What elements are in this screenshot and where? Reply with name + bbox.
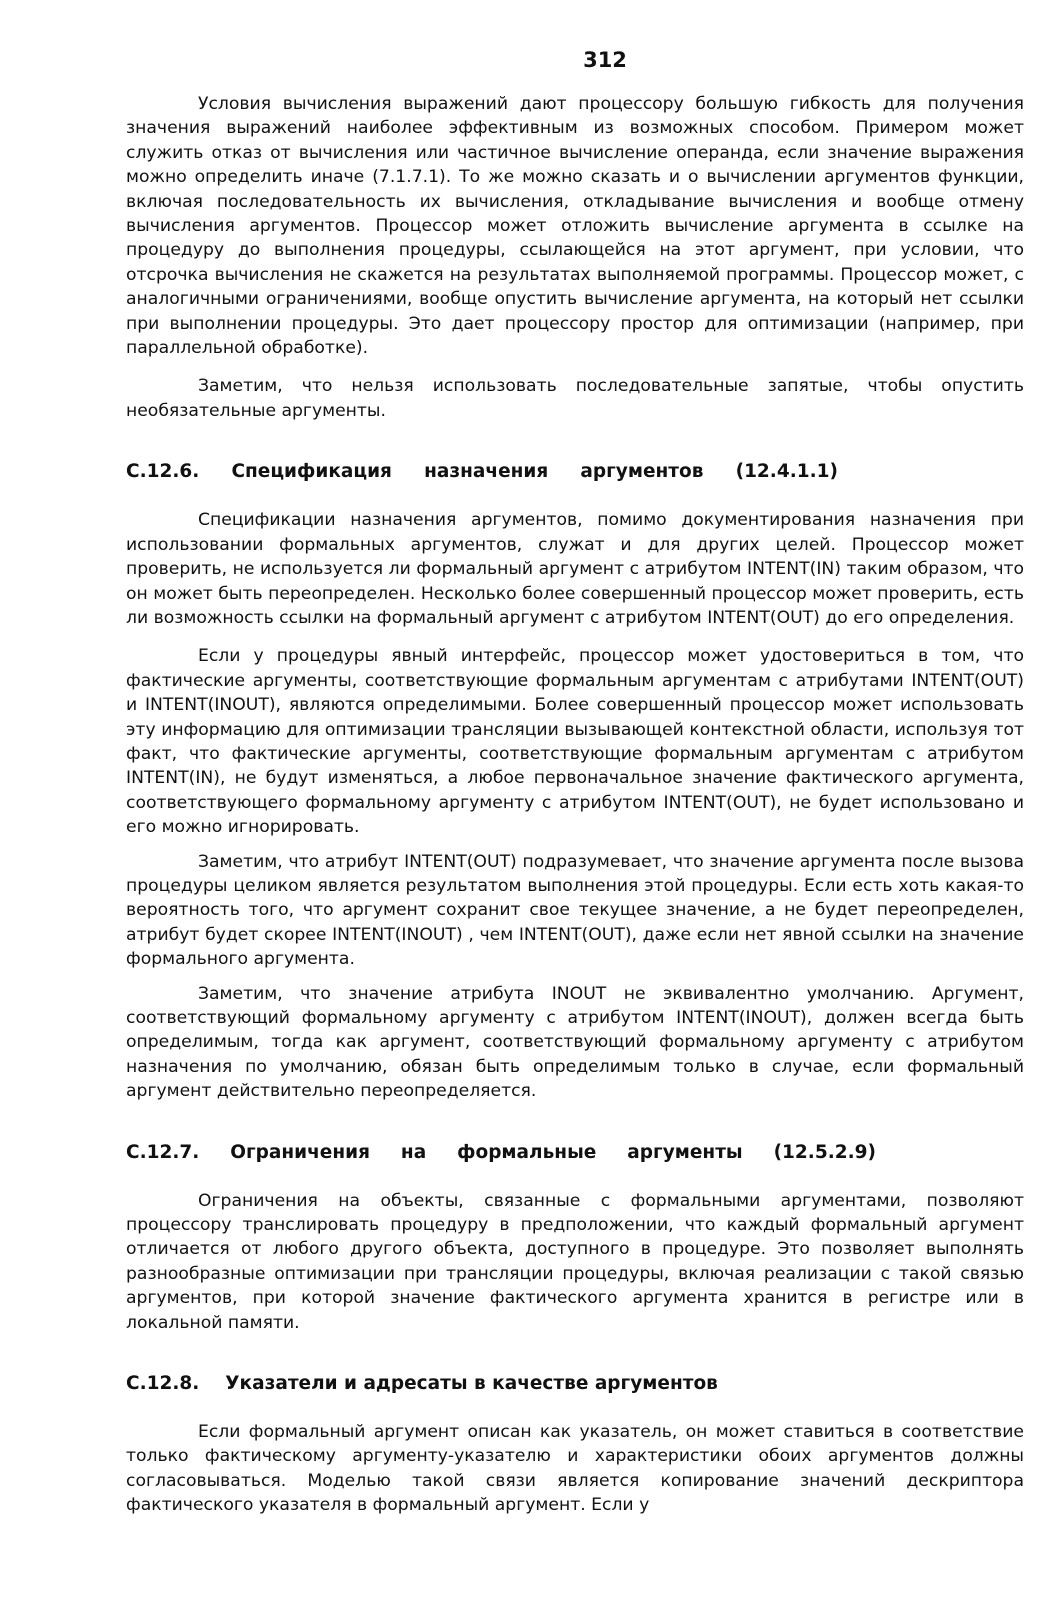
- page-number: 312: [583, 48, 627, 72]
- section-title-word: на: [400, 1141, 427, 1163]
- section-title-word: формальные: [457, 1141, 597, 1163]
- paragraph: Заметим, что значение атрибута INOUT не эквивалентно умолчанию. Аргумент, соответствующий формальному аргументу с атрибутом INTENT(INOUT), должен всегда быть определимым, тогда как аргумент, соответствующий формальному аргументу с атрибутом назначения по умолчанию, обязан быть определимым только в случае, если формальный аргумент действительно переопределяется.: [126, 983, 1024, 1102]
- section-number: C.12.6.: [126, 461, 200, 483]
- paragraph: Если формальный аргумент описан как указатель, он может ставиться в соответствие только фактическому аргументу-указателю и характеристики обоих аргументов должны согласовываться. Моделью такой связи является копирование значений дескриптора фактического указателя в формальный аргумент. Если у: [126, 1422, 1024, 1516]
- paragraph: Заметим, что нельзя использовать последовательные запятые, чтобы опустить необязательные аргументы.: [126, 376, 1024, 421]
- paragraph: Спецификации назначения аргументов, помимо документирования назначения при использовании формальных аргументов, служат и для других целей. Процессор может проверить, не используется ли формальный аргумент с атрибутом INTENT(IN) таким образом, что он может быть переопределен. Несколько более совершенный процессор может проверить, есть ли возможность ссылки на формальный аргумент с атрибутом INTENT(OUT) до его определения.: [126, 510, 1024, 628]
- section-title-word: аргументов: [580, 461, 704, 483]
- paragraph: Если у процедуры явный интерфейс, процессор может удостовериться в том, что фактические аргументы, соответствующие формальным аргументам с атрибутами INTENT(OUT) и INTENT(INOUT), являются определимыми. Более совершенный процессор может использовать эту информацию для оптимизации трансляции вызывающей контекстной области, используя тот факт, что фактические аргументы, соответствующие формальным аргументам с атрибутом INTENT(IN), не будут изменяться, а любое первоначальное значение фактического аргумента, соответствующего формальному аргументу с атрибутом INTENT(OUT), не будет использовано и его можно игнорировать.: [126, 646, 1024, 838]
- section-title-word: Ограничения: [230, 1141, 370, 1163]
- section-heading-c12-7: [126, 1142, 876, 1163]
- section-number: C.12.7.: [126, 1141, 200, 1163]
- section-heading-c12-8: [126, 1373, 1024, 1394]
- section-title-word: Спецификация: [231, 461, 392, 483]
- section-reference: (12.4.1.1): [735, 461, 838, 483]
- section-title-word: аргументы: [627, 1141, 743, 1163]
- section-title-word: назначения: [424, 461, 549, 483]
- section-title: Указатели и адресаты в качестве аргументов: [225, 1373, 718, 1395]
- section-number: C.12.8.: [126, 1373, 200, 1395]
- paragraph: Ограничения на объекты, связанные с формальными аргументами, позволяют процессору транслировать процедуру в предположении, что каждый формальный аргумент отличается от любого другого объекта, доступного в процедуре. Это позволяет выполнять разнообразные оптимизации при трансляции процедуры, включая реализации с такой связью аргументов, при которой значение фактического аргумента хранится в регистре или в локальной памяти.: [126, 1190, 1024, 1333]
- paragraph: Условия вычисления выражений дают процессору большую гибкость для получения значения выражений наиболее эффективным из возможных способом. Примером может служить отказ от вычисления или частичное вычисление операнда, если значение выражения можно определить иначе (7.1.7.1). То же можно сказать и о вычислении аргументов функции, включая последовательность их вычисления, откладывание вычисления и вообще отмену вычисления аргументов. Процессор может отложить вычисление аргумента в ссылке на процедуру до выполнения процедуры, ссылающейся на этот аргумент, при условии, что отсрочка вычисления не скажется на результатах выполняемой программы. Процессор может, с аналогичными ограничениями, вообще опустить вычисление аргумента, на который нет ссылки при выполнении процедуры. Это дает процессору простор для оптимизации (например, при параллельной обработке).: [126, 94, 1024, 359]
- paragraph: Заметим, что атрибут INTENT(OUT) подразумевает, что значение аргумента после вызова процедуры целиком является результатом выполнения этой процедуры. Если есть хоть какая-то вероятность того, что аргумент сохранит свое текущее значение, а не будет переопределен, атрибут будет скорее INTENT(INOUT) , чем INTENT(OUT), даже если нет явной ссылки на значение формального аргумента.: [126, 851, 1024, 970]
- section-reference: (12.5.2.9): [773, 1141, 876, 1163]
- section-heading-c12-6: [126, 461, 838, 482]
